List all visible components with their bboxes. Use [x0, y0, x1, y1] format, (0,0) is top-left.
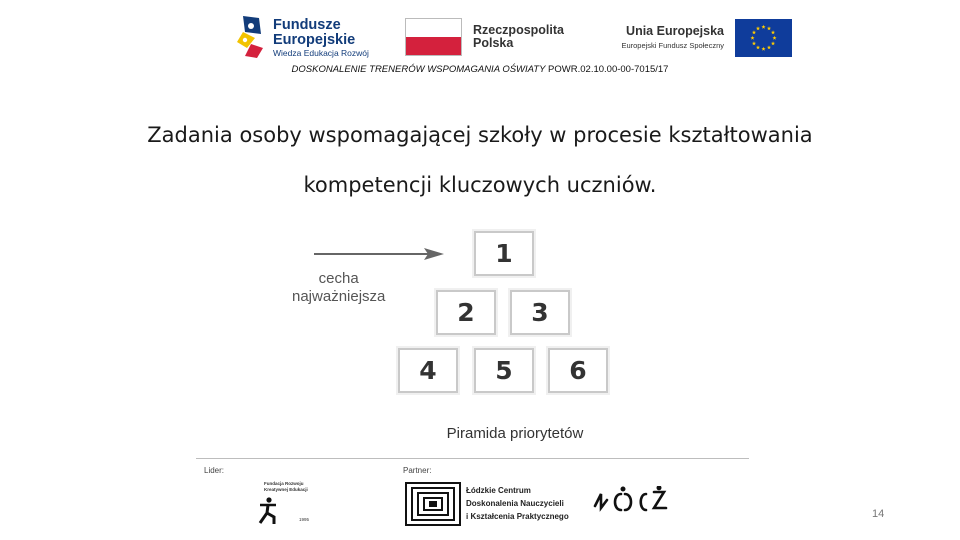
lider-org-year: 1995: [299, 517, 310, 522]
pyramid-label-line2: najważniejsza: [292, 288, 386, 305]
partner-org-line1: Łódzkie Centrum: [466, 486, 531, 495]
ue-logo-subtitle: Europejski Fundusz Społeczny: [621, 41, 724, 50]
rp-logo-text: [473, 24, 564, 50]
eu-star-icon: [750, 36, 754, 40]
pyramid-box-4: 4: [398, 348, 458, 393]
eu-star-icon: [767, 26, 771, 30]
walking-figure-icon: [256, 497, 280, 525]
lider-org-name: [264, 481, 316, 492]
eu-star-icon: [752, 30, 756, 34]
eu-star-icon: [756, 45, 760, 49]
lider-label: Lider:: [204, 466, 225, 475]
fe-logo-subtitle: Wiedza Edukacja Rozwój: [273, 48, 369, 58]
pyramid-label-line1: cecha: [318, 270, 359, 287]
pyramid-caption: Piramida priorytetów: [446, 425, 584, 442]
slide-page-number: 14: [872, 508, 885, 520]
pyramid-box-1: 1: [474, 231, 534, 276]
eu-star-icon: [767, 45, 771, 49]
ue-logo-title: Unia Europejska: [626, 24, 724, 38]
eu-star-icon: [771, 30, 775, 34]
lider-org-line1: Fundacja Rozwoju: [264, 481, 304, 486]
eu-star-icon: [756, 26, 760, 30]
lcdnikp-square-logo-icon: [405, 482, 461, 526]
partner-org-name: [466, 484, 569, 523]
rp-logo-line1: Rzeczpospolita: [473, 23, 564, 37]
fundusze-europejskie-logo: [235, 14, 375, 62]
partner-label: Partner:: [403, 466, 432, 475]
fe-logo-text: [273, 18, 355, 48]
rp-logo-line2: Polska: [473, 36, 514, 50]
eu-star-icon: [752, 41, 756, 45]
eu-star-icon: [772, 36, 776, 40]
lider-org-line2: Kreatywnej Edukacji: [264, 486, 308, 492]
unia-europejska-logo: [600, 18, 792, 58]
ue-logo-text: [621, 24, 724, 50]
polish-flag-icon: [405, 18, 462, 56]
project-name: [0, 64, 960, 75]
eu-flag-icon: [735, 19, 792, 57]
project-code: POWR.02.10.00-00-7015/17: [545, 64, 669, 75]
pyramid-box-2: 2: [436, 290, 496, 335]
slide-title-line1: Zadania osoby wspomagającej szkoły w procesie kształtowania: [147, 123, 813, 147]
rzeczpospolita-polska-logo: [405, 18, 580, 58]
fundusze-europejskie-star-icon: [235, 14, 267, 60]
eu-star-icon: [771, 41, 775, 45]
arrow-right-icon: [312, 246, 447, 262]
pyramid-box-5: 5: [474, 348, 534, 393]
fe-logo-line2: Europejskie: [273, 32, 356, 48]
partner-org-line2: Doskonalenia Nauczycieli: [466, 499, 564, 508]
footer-divider: [196, 458, 749, 459]
project-title: DOSKONALENIE TRENERÓW WSPOMAGANIA OŚWIATY: [291, 64, 546, 75]
partner-org-line3: i Kształcenia Praktycznego: [466, 512, 569, 521]
pyramid-box-3: 3: [510, 290, 570, 335]
pyramid-label: [292, 270, 385, 306]
slide-title-line2: kompetencji kluczowych uczniów.: [303, 173, 657, 197]
lodz-logo-icon: [592, 486, 672, 516]
pyramid-box-6: 6: [548, 348, 608, 393]
fe-logo-line1: Fundusze: [273, 17, 341, 33]
eu-star-icon: [761, 25, 765, 29]
eu-star-icon: [761, 47, 765, 51]
